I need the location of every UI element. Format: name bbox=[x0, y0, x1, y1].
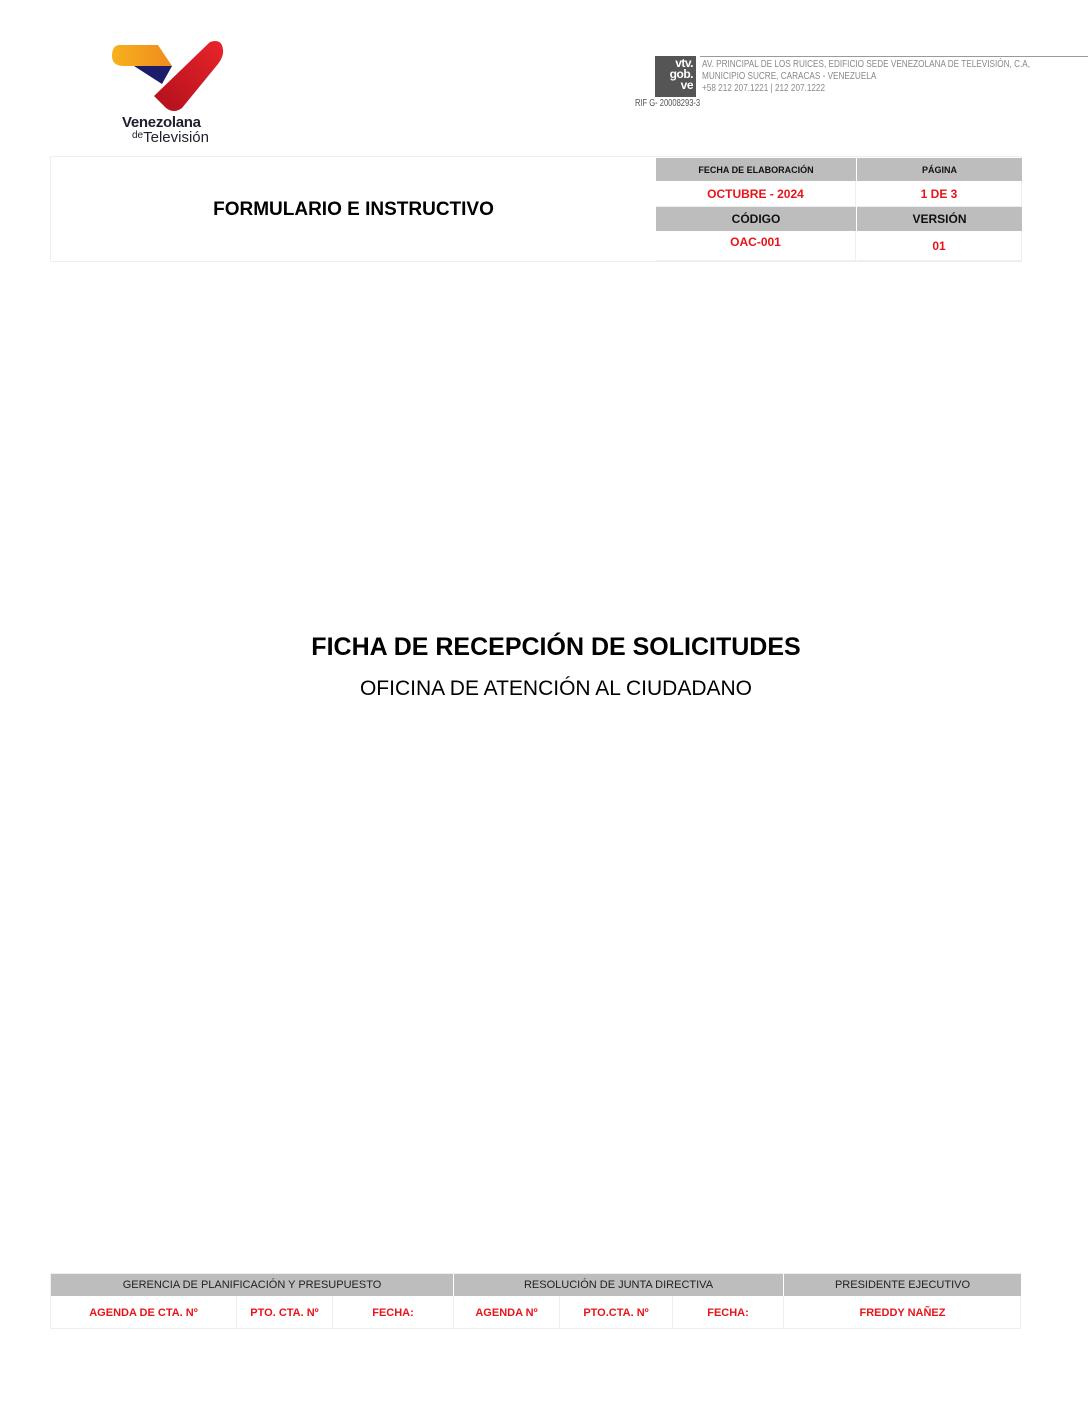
fecha-value: OCTUBRE - 2024 bbox=[656, 181, 856, 207]
footer-agenda: AGENDA Nº bbox=[454, 1296, 560, 1329]
footer-presidente-name: FREDDY NAÑEZ bbox=[859, 1306, 946, 1319]
address-block: AV. PRINCIPAL DE LOS RUICES, EDIFICIO SEDE VENEZOLANA DE TELEVISIÓN, C.A, MUNICIPIO SUCRE, CARACAS - VENEZUELA +58 212 207.1221 | 212 207.1222 bbox=[702, 58, 1031, 94]
document-type-title: FORMULARIO E INSTRUCTIVO bbox=[213, 199, 494, 220]
footer-fecha-2: FECHA: bbox=[673, 1296, 784, 1329]
header-divider bbox=[700, 56, 1088, 57]
vtv-v-logo-icon bbox=[110, 38, 240, 113]
vtv-logo bbox=[110, 38, 240, 148]
approval-footer-table bbox=[50, 1273, 1021, 1329]
footer-pto-cta-2: PTO.CTA. Nº bbox=[560, 1296, 673, 1329]
fecha-label: FECHA DE ELABORACIÓN bbox=[656, 158, 856, 181]
page-title: FICHA DE RECEPCIÓN DE SOLICITUDES bbox=[311, 633, 801, 661]
footer-group-junta: RESOLUCIÓN DE JUNTA DIRECTIVA bbox=[454, 1274, 784, 1296]
pagina-value: 1 DE 3 bbox=[857, 181, 1022, 207]
version-value: 01 bbox=[857, 231, 1022, 261]
rif-number: RIF G- 20008293-3 bbox=[635, 97, 701, 109]
logo-text-venezolana: Venezolana bbox=[122, 114, 201, 131]
version-label: VERSIÓN bbox=[857, 207, 1022, 231]
page-subtitle: OFICINA DE ATENCIÓN AL CIUDADANO bbox=[359, 677, 753, 700]
codigo-value: OAC-001 bbox=[656, 231, 856, 261]
footer-pto-cta: PTO. CTA. Nº bbox=[237, 1296, 333, 1329]
pagina-label: PÁGINA bbox=[857, 158, 1022, 181]
footer-agenda-cta: AGENDA DE CTA. Nº bbox=[51, 1296, 237, 1329]
logo-text-television: $^{de}$Televisión bbox=[132, 129, 209, 146]
document-header-table bbox=[50, 156, 1022, 262]
footer-fecha-1: FECHA: bbox=[333, 1296, 454, 1329]
footer-group-planificacion: GERENCIA DE PLANIFICACIÓN Y PRESUPUESTO bbox=[51, 1274, 454, 1296]
document-meta-grid bbox=[656, 157, 1022, 261]
footer-group-presidente: PRESIDENTE EJECUTIVO bbox=[784, 1274, 1021, 1296]
vtv-gob-ve-badge: vtv. gob. ve bbox=[655, 56, 696, 97]
codigo-label: CÓDIGO bbox=[656, 207, 856, 231]
